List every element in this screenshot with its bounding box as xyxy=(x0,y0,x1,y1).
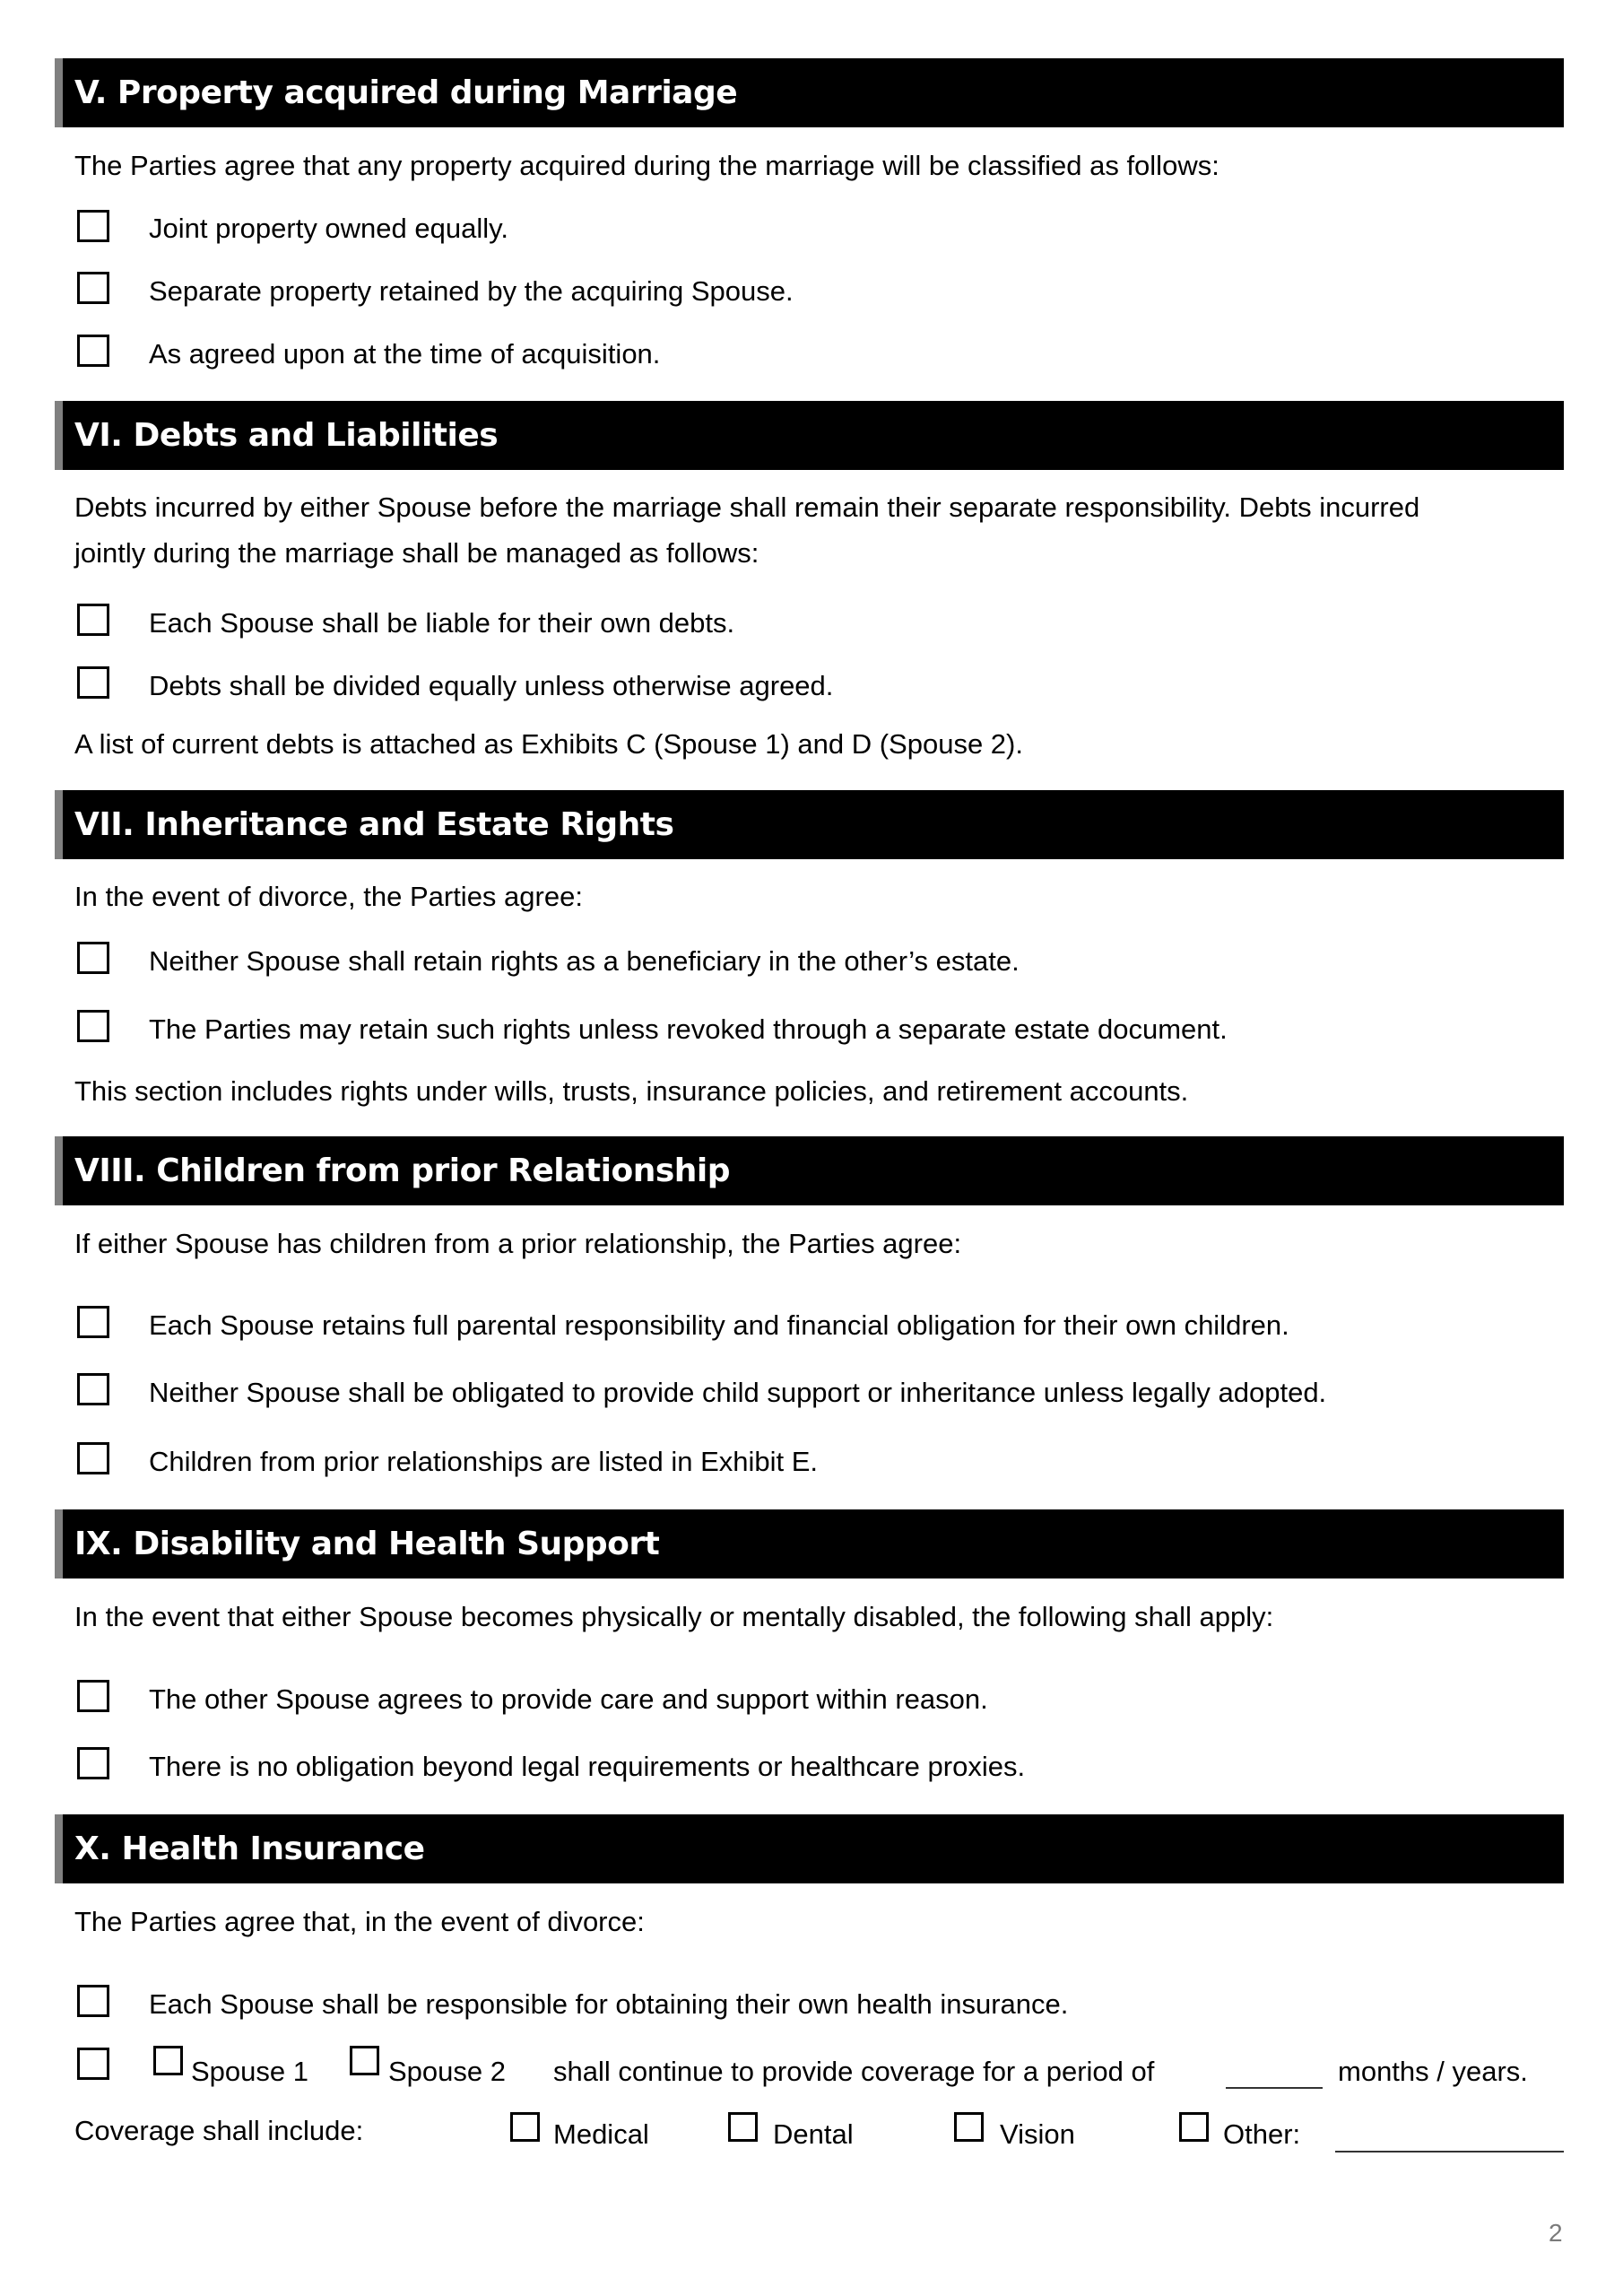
section-title: VIII. Children from prior Relationship xyxy=(74,1152,731,1189)
checkbox-separate-property[interactable] xyxy=(77,272,109,304)
checkbox-agreed-at-acquisition[interactable] xyxy=(77,335,109,367)
section-intro: In the event of divorce, the Parties agree: xyxy=(74,881,583,912)
checkbox-medical[interactable] xyxy=(510,2112,540,2142)
option-label: Each Spouse retains full parental responsibility and financial obligation for their own children. xyxy=(149,1309,1289,1341)
option-label: Joint property owned equally. xyxy=(149,213,508,244)
section-intro: In the event that either Spouse becomes physically or mentally disabled, the following shall apply: xyxy=(74,1601,1274,1632)
coverage-include-label: Coverage shall include: xyxy=(74,2115,364,2146)
section-header-viii xyxy=(55,1136,1564,1205)
section-intro: The Parties agree that any property acquired during the marriage will be classified as follows: xyxy=(74,150,1219,181)
vision-label: Vision xyxy=(1000,2118,1075,2150)
coverage-period-unit: months / years. xyxy=(1338,2056,1528,2087)
option-label: The Parties may retain such rights unless revoked through a separate estate document. xyxy=(149,1013,1228,1045)
page-number: 2 xyxy=(1549,2219,1563,2247)
checkbox-parental-responsibility[interactable] xyxy=(77,1306,109,1338)
option-label: There is no obligation beyond legal requirements or healthcare proxies. xyxy=(149,1751,1026,1782)
section-intro-line2: jointly during the marriage shall be managed as follows: xyxy=(74,537,759,569)
section-intro: If either Spouse has children from a prior relationship, the Parties agree: xyxy=(74,1228,962,1259)
checkbox-own-debts[interactable] xyxy=(77,604,109,636)
section-header-x xyxy=(55,1814,1564,1883)
checkbox-other[interactable] xyxy=(1179,2112,1209,2142)
spouse-1-label: Spouse 1 xyxy=(191,2056,308,2087)
checkbox-own-insurance[interactable] xyxy=(77,1985,109,2017)
section-title: X. Health Insurance xyxy=(74,1831,425,1867)
section-title: IX. Disability and Health Support xyxy=(74,1526,660,1562)
spouse-2-label: Spouse 2 xyxy=(388,2056,506,2087)
checkbox-continue-coverage[interactable] xyxy=(77,2048,109,2080)
checkbox-joint-property[interactable] xyxy=(77,210,109,242)
other-label: Other: xyxy=(1223,2118,1301,2150)
continue-coverage-text: shall continue to provide coverage for a period of xyxy=(553,2056,1155,2087)
section-header-vii xyxy=(55,790,1564,859)
section-note: This section includes rights under wills, trusts, insurance policies, and retirement accounts. xyxy=(74,1075,1189,1107)
medical-label: Medical xyxy=(553,2118,649,2150)
option-label: Children from prior relationships are listed in Exhibit E. xyxy=(149,1446,819,1477)
checkbox-retain-rights[interactable] xyxy=(77,1010,109,1042)
coverage-period-field[interactable] xyxy=(1226,2087,1323,2089)
section-header-vi xyxy=(55,401,1564,470)
section-title: V. Property acquired during Marriage xyxy=(74,74,738,111)
checkbox-no-obligation[interactable] xyxy=(77,1747,109,1779)
option-label: The other Spouse agrees to provide care and support within reason. xyxy=(149,1683,988,1715)
option-label: Neither Spouse shall retain rights as a beneficiary in the other’s estate. xyxy=(149,945,1020,977)
section-header-v xyxy=(55,58,1564,127)
option-label: Separate property retained by the acquiring Spouse. xyxy=(149,275,794,307)
dental-label: Dental xyxy=(773,2118,854,2150)
checkbox-no-child-support[interactable] xyxy=(77,1373,109,1405)
option-label: Neither Spouse shall be obligated to provide child support or inheritance unless legally adopted. xyxy=(149,1377,1327,1408)
section-title: VI. Debts and Liabilities xyxy=(74,417,499,454)
checkbox-spouse-1[interactable] xyxy=(153,2046,183,2075)
checkbox-provide-care[interactable] xyxy=(77,1680,109,1712)
checkbox-dental[interactable] xyxy=(728,2112,758,2142)
checkbox-exhibit-e[interactable] xyxy=(77,1442,109,1474)
option-label: Debts shall be divided equally unless otherwise agreed. xyxy=(149,670,834,701)
section-note: A list of current debts is attached as Exhibits C (Spouse 1) and D (Spouse 2). xyxy=(74,728,1023,760)
option-label: Each Spouse shall be liable for their own debts. xyxy=(149,607,735,639)
section-title: VII. Inheritance and Estate Rights xyxy=(74,806,674,843)
section-intro: The Parties agree that, in the event of divorce: xyxy=(74,1906,645,1937)
option-label: Each Spouse shall be responsible for obtaining their own health insurance. xyxy=(149,1988,1069,2020)
checkbox-no-beneficiary-rights[interactable] xyxy=(77,942,109,974)
section-header-ix xyxy=(55,1509,1564,1578)
checkbox-spouse-2[interactable] xyxy=(350,2046,379,2075)
option-label: As agreed upon at the time of acquisition. xyxy=(149,338,661,370)
checkbox-vision[interactable] xyxy=(954,2112,984,2142)
checkbox-divide-debts[interactable] xyxy=(77,666,109,699)
other-coverage-field[interactable] xyxy=(1335,2151,1564,2152)
section-intro-line1: Debts incurred by either Spouse before the marriage shall remain their separate responsibility. Debts incurred xyxy=(74,491,1420,523)
